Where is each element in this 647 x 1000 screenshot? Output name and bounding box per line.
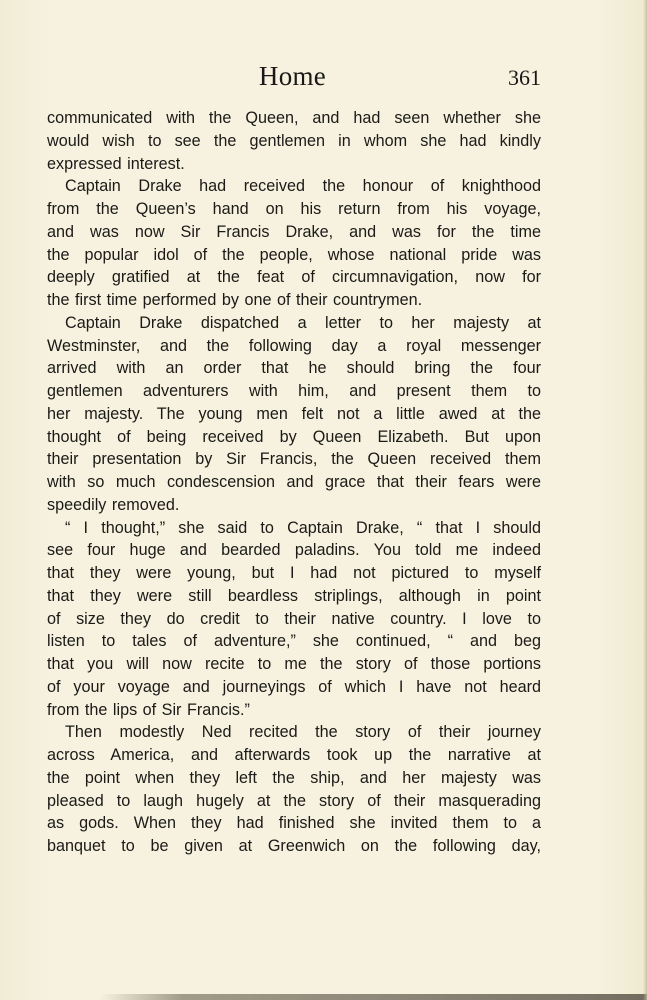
running-title: Home bbox=[258, 61, 327, 91]
text-line: Captain Drake had received the honour of knighthood bbox=[65, 177, 541, 196]
text-line: would wish to see the gentlemen in whom she had kindly bbox=[47, 131, 541, 150]
text-line: the point when they left the ship, and her majesty was bbox=[47, 768, 541, 787]
scan-bottom-edge bbox=[100, 994, 647, 1000]
text-line: from the Queen’s hand on his return from his voyage, bbox=[47, 200, 541, 218]
text-line: across America, and afterwards took up the narrative at bbox=[47, 746, 541, 764]
text-line: deeply gratified at the feat of circumnavigation, now for bbox=[47, 268, 541, 287]
text-line: arrived with an order that he should bring the four bbox=[47, 359, 541, 378]
text-line: her majesty. The young men felt not a little awed at the bbox=[47, 404, 541, 423]
text-line: “ I thought,” she said to Captain Drake, “ that I should bbox=[65, 518, 541, 537]
text-line: and was now Sir Francis Drake, and was for the time bbox=[47, 222, 541, 241]
text-line: speedily removed. bbox=[47, 495, 180, 514]
text-line: that they were still beardless striplings, although in point bbox=[47, 586, 541, 605]
text-line: of your voyage and journeyings of which I have not heard bbox=[47, 677, 541, 696]
text-line: their presentation by Sir Francis, the Queen received them bbox=[47, 450, 541, 469]
text-line: that they were young, but I had not pictured to myself bbox=[47, 564, 541, 582]
text-line: the popular idol of the people, whose national pride was bbox=[47, 245, 541, 264]
text-line: the first time performed by one of their countrymen. bbox=[47, 291, 423, 309]
page-number: 361 bbox=[508, 65, 541, 90]
text-line: communicated with the Queen, and had seen whether she bbox=[47, 109, 541, 127]
text-line: from the lips of Sir Francis.” bbox=[47, 700, 250, 719]
text-line: Captain Drake dispatched a letter to her majesty at bbox=[65, 313, 541, 332]
scan-right-edge bbox=[643, 0, 647, 1000]
text-line: pleased to laugh hugely at the story of their masquerading bbox=[47, 791, 541, 810]
text-line: gentlemen adventurers with him, and present them to bbox=[47, 382, 541, 400]
text-line: as gods. When they had finished she invited them to a bbox=[47, 814, 541, 833]
text-line: expressed interest. bbox=[47, 154, 185, 173]
text-line: banquet to be given at Greenwich on the following day, bbox=[47, 837, 541, 855]
text-line: listen to tales of adventure,” she continued, “ and beg bbox=[47, 632, 541, 651]
text-line: that you will now recite to me the story of those portions bbox=[47, 655, 541, 673]
text-line: Then modestly Ned recited the story of their journey bbox=[65, 723, 541, 742]
text-body bbox=[47, 107, 541, 858]
text-line: of size they do credit to their native country. I love to bbox=[47, 609, 541, 628]
text-line: thought of being received by Queen Elizabeth. But upon bbox=[47, 427, 541, 446]
text-line: with so much condescension and grace that their fears were bbox=[47, 473, 541, 491]
text-line: Westminster, and the following day a royal messenger bbox=[47, 336, 541, 355]
page-header bbox=[0, 58, 647, 94]
text-line: see four huge and bearded paladins. You told me indeed bbox=[47, 541, 541, 560]
